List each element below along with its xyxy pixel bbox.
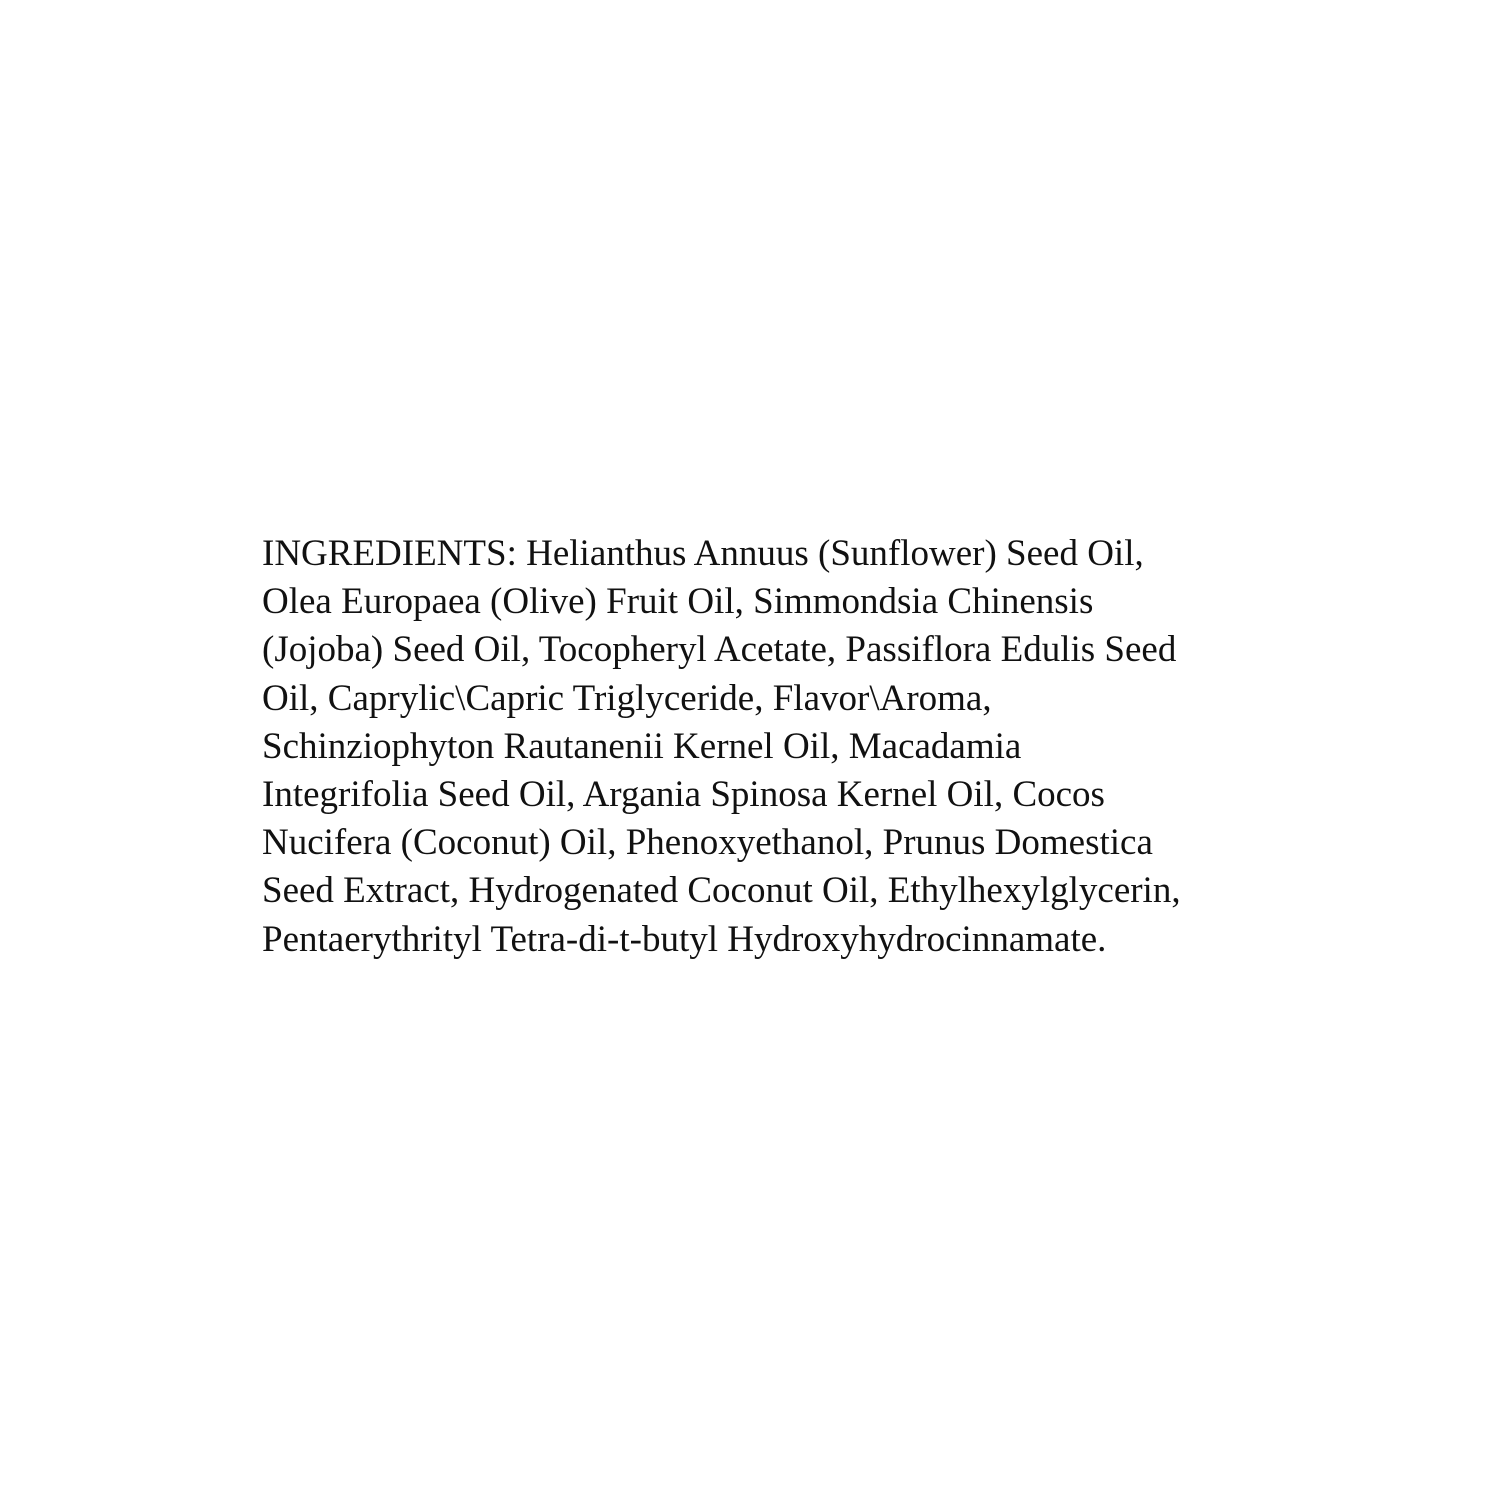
ingredients-line: Seed Extract, Hydrogenated Coconut Oil, Ethylhexylglycerin, — [262, 870, 1181, 912]
ingredients-line: Olea Europaea (Olive) Fruit Oil, Simmondsia Chinensis — [262, 581, 1094, 623]
ingredients-line: Schinziophyton Rautanenii Kernel Oil, Macadamia — [262, 725, 1022, 767]
ingredients-line: Nucifera (Coconut) Oil, Phenoxyethanol, Prunus Domestica — [262, 822, 1153, 864]
ingredients-line: Oil, Caprylic\Capric Triglyceride, Flavor\Aroma, — [262, 677, 992, 719]
ingredients-text-block — [262, 530, 1262, 964]
ingredients-line: Pentaerythrityl Tetra-di-t-butyl Hydroxyhydrocinnamate. — [262, 918, 1107, 960]
ingredients-line: Integrifolia Seed Oil, Argania Spinosa Kernel Oil, Cocos — [262, 774, 1105, 816]
ingredients-line: (Jojoba) Seed Oil, Tocopheryl Acetate, Passiflora Edulis Seed — [262, 629, 1177, 671]
ingredients-line: INGREDIENTS: Helianthus Annuus (Sunflower) Seed Oil, — [262, 533, 1144, 574]
